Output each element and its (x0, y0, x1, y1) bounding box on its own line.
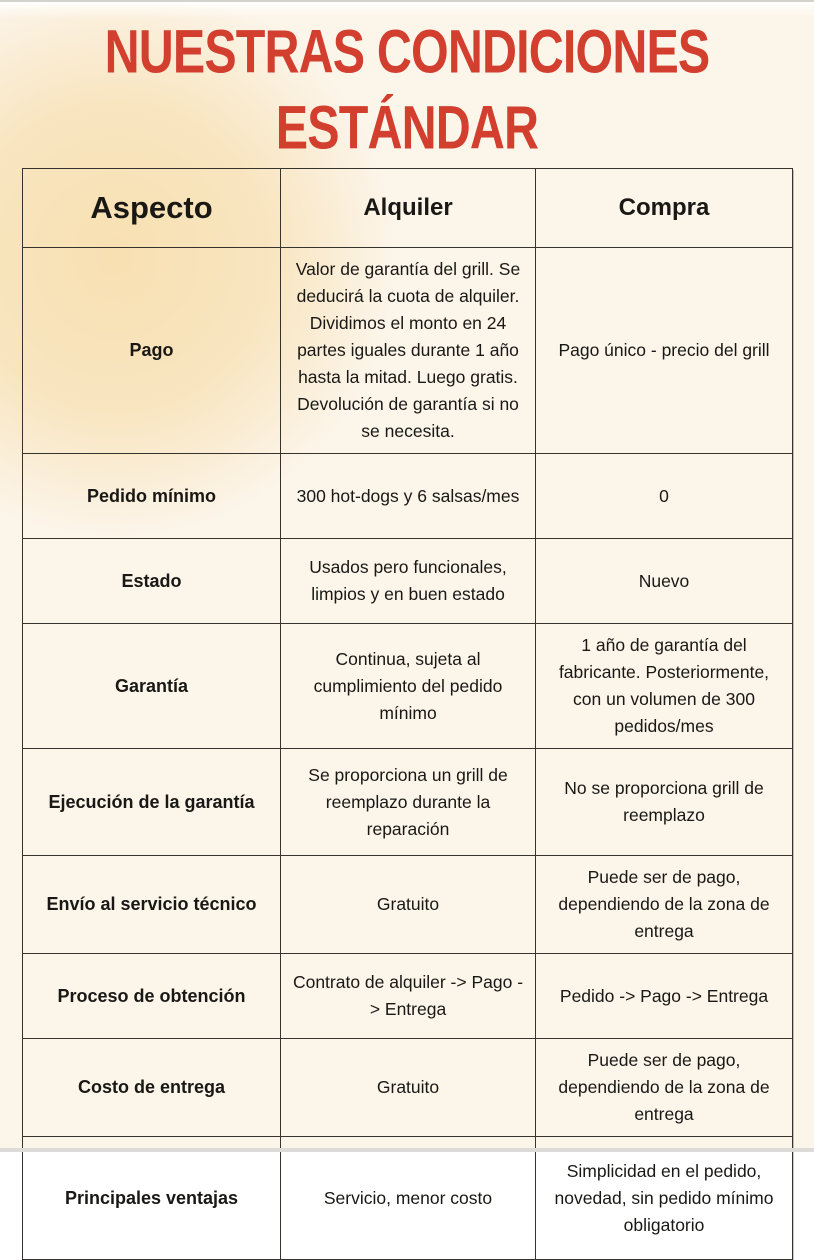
row-alquiler-value: Valor de garantía del grill. Se deducirá la cuota de alquiler. Dividimos el monto en 24 partes iguales durante 1 año hasta la mitad. Luego gratis. Devolución de garantía si no se necesita. (281, 248, 536, 454)
row-compra-value: Pedido -> Pago -> Entrega (536, 954, 793, 1039)
table-row (23, 749, 793, 856)
header-row (23, 169, 793, 248)
row-aspect-label: Envío al servicio técnico (23, 856, 281, 954)
row-alquiler-value: Usados pero funcionales, limpios y en buen estado (281, 539, 536, 624)
column-header-compra: Compra (536, 169, 793, 248)
page-title (0, 14, 814, 166)
row-alquiler-value: 300 hot-dogs y 6 salsas/mes (281, 454, 536, 539)
row-alquiler-value: Gratuito (281, 1039, 536, 1137)
table-row (23, 248, 793, 454)
row-aspect-label: Garantía (23, 624, 281, 749)
table-row (23, 539, 793, 624)
conditions-table-body (23, 248, 793, 1260)
table-row (23, 454, 793, 539)
table-row (23, 624, 793, 749)
row-aspect-label: Principales ventajas (23, 1137, 281, 1260)
screenshot-top-edge (0, 0, 814, 2)
column-header-aspecto: Aspecto (23, 169, 281, 248)
row-compra-value: Pago único - precio del grill (536, 248, 793, 454)
row-compra-value: Puede ser de pago, dependiendo de la zona de entrega (536, 1039, 793, 1137)
table-row (23, 1137, 793, 1260)
page-title-line-2: ESTÁNDAR (275, 93, 539, 163)
row-alquiler-value: Continua, sujeta al cumplimiento del pedido mínimo (281, 624, 536, 749)
row-compra-value: Simplicidad en el pedido, novedad, sin pedido mínimo obligatorio (536, 1137, 793, 1260)
row-aspect-label: Pedido mínimo (23, 454, 281, 539)
conditions-table (22, 168, 793, 1260)
table-row (23, 954, 793, 1039)
row-aspect-label: Estado (23, 539, 281, 624)
row-aspect-label: Ejecución de la garantía (23, 749, 281, 856)
row-aspect-label: Costo de entrega (23, 1039, 281, 1137)
poster-background (0, 2, 814, 1235)
screenshot-bottom-edge (0, 1148, 814, 1152)
row-aspect-label: Proceso de obtención (23, 954, 281, 1039)
page-title-line-1: NUESTRAS CONDICIONES (104, 17, 710, 87)
table-row (23, 1039, 793, 1137)
row-compra-value: Puede ser de pago, dependiendo de la zona de entrega (536, 856, 793, 954)
conditions-table-header (23, 169, 793, 248)
row-alquiler-value: Se proporciona un grill de reemplazo durante la reparación (281, 749, 536, 856)
row-compra-value: No se proporciona grill de reemplazo (536, 749, 793, 856)
row-aspect-label: Pago (23, 248, 281, 454)
row-compra-value: Nuevo (536, 539, 793, 624)
row-alquiler-value: Contrato de alquiler -> Pago -> Entrega (281, 954, 536, 1039)
row-alquiler-value: Gratuito (281, 856, 536, 954)
row-compra-value: 1 año de garantía del fabricante. Posteriormente, con un volumen de 300 pedidos/mes (536, 624, 793, 749)
column-header-alquiler: Alquiler (281, 169, 536, 248)
row-compra-value: 0 (536, 454, 793, 539)
row-alquiler-value: Servicio, menor costo (281, 1137, 536, 1260)
table-row (23, 856, 793, 954)
